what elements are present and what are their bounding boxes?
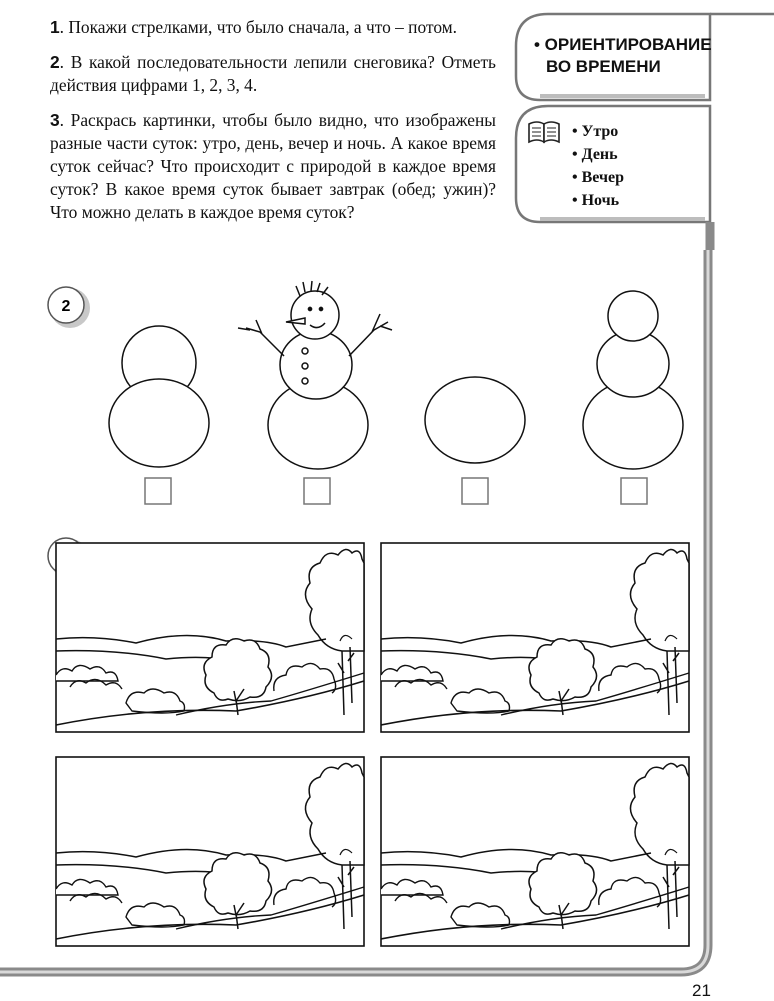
scene-2: [381, 543, 689, 732]
svg-text:2: 2: [61, 298, 71, 315]
scene-3: [56, 757, 364, 946]
sidebar-item-night: • Ночь: [572, 189, 624, 212]
sidebar-item-evening: • Вечер: [572, 166, 624, 189]
task-3: 3. Раскрась картинки, чтобы было видно, что изображены разные части суток: утро, день, вечер и ночь. А какое время суток сейчас? Что происходит с природой в каждое время суток? В какое время суток бывает завтрак (обед; ужин)? Что можно делать в каждое время суток?: [50, 110, 496, 222]
task-2: 2. В какой последовательности лепили снеговика? Отметь действия цифрами 1, 2, 3, 4.: [50, 52, 496, 95]
sidebar-item-morning: • Утро: [572, 120, 624, 143]
scene-1: [56, 543, 364, 732]
sidebar-item-day: • День: [572, 143, 624, 166]
sidebar-title: • ОРИЕНТИРОВАНИЕ ВО ВРЕМЕНИ: [534, 35, 712, 76]
task-1: 1. Покажи стрелками, что было сначала, а что – потом.: [50, 17, 458, 37]
scene-4: [381, 757, 689, 946]
page-number: 21: [692, 981, 711, 1000]
